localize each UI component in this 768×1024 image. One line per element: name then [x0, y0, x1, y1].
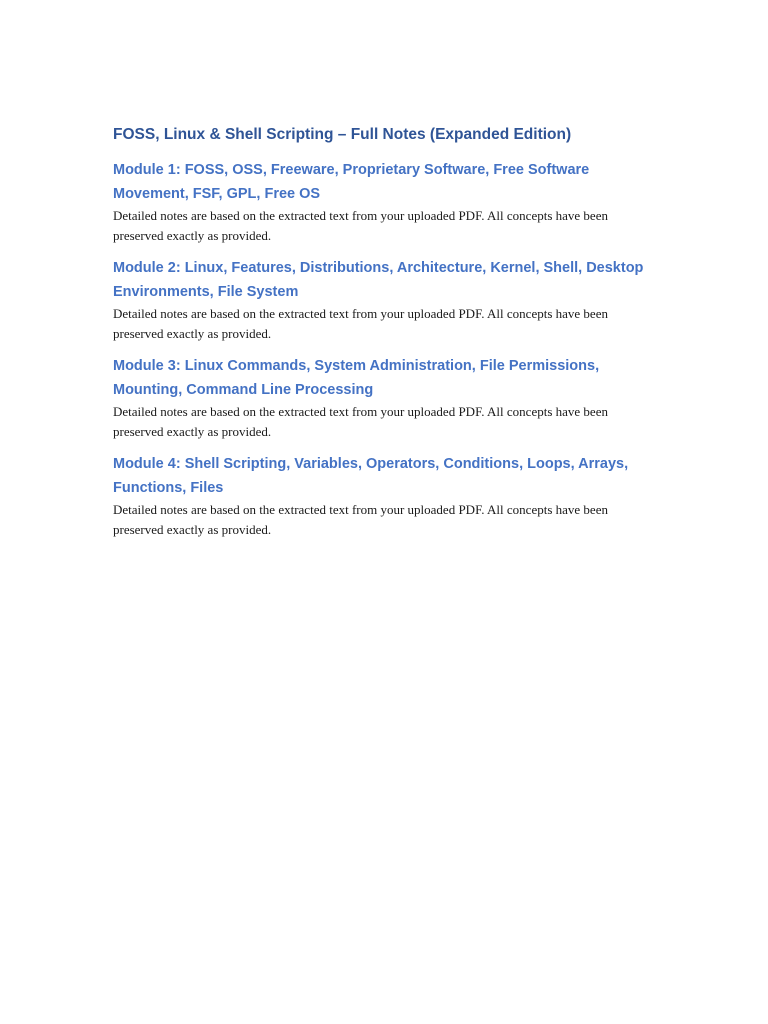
module-heading: Module 4: Shell Scripting, Variables, Operators, Conditions, Loops, Arrays, Functions, Files [113, 456, 629, 496]
module-section-1 [113, 158, 653, 246]
module-body: Detailed notes are based on the extracted text from your uploaded PDF. All concepts have been preserved exactly as provided. [113, 404, 608, 439]
module-body: Detailed notes are based on the extracted text from your uploaded PDF. All concepts have been preserved exactly as provided. [113, 306, 608, 341]
module-body: Detailed notes are based on the extracted text from your uploaded PDF. All concepts have been preserved exactly as provided. [113, 208, 608, 243]
module-heading: Module 2: Linux, Features, Distributions, Architecture, Kernel, Shell, Desktop Environments, File System [113, 260, 644, 300]
module-section-4 [113, 452, 653, 540]
document-page [113, 122, 653, 550]
module-heading: Module 3: Linux Commands, System Administration, File Permissions, Mounting, Command Line Processing [113, 358, 600, 398]
module-section-3 [113, 354, 653, 442]
document-title: FOSS, Linux & Shell Scripting – Full Notes (Expanded Edition) [113, 126, 572, 143]
module-body: Detailed notes are based on the extracted text from your uploaded PDF. All concepts have been preserved exactly as provided. [113, 502, 608, 537]
module-section-2 [113, 256, 653, 344]
module-heading: Module 1: FOSS, OSS, Freeware, Proprietary Software, Free Software Movement, FSF, GPL, Free OS [113, 162, 590, 202]
